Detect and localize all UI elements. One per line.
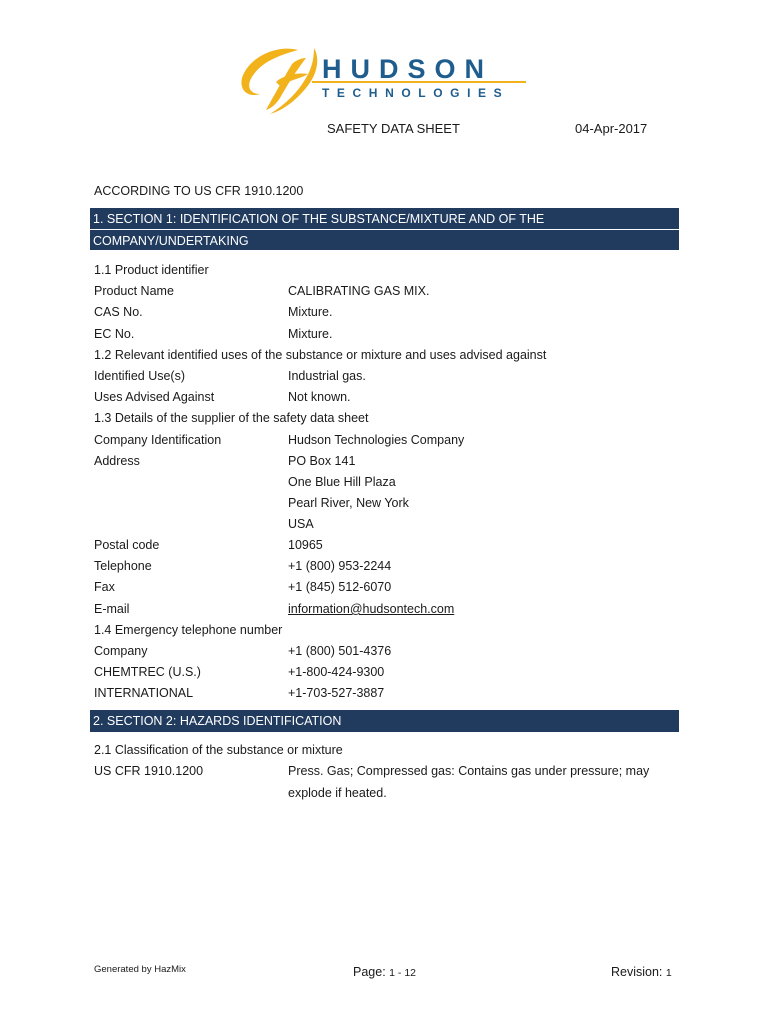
- address-label: Address: [94, 454, 140, 468]
- chemtrec-label: CHEMTREC (U.S.): [94, 665, 201, 679]
- fax-value: +1 (845) 512-6070: [288, 580, 392, 594]
- telephone-value: +1 (800) 953-2244: [288, 559, 392, 573]
- email-link[interactable]: information@hudsontech.com: [288, 602, 455, 616]
- revision-label: Revision:: [611, 965, 663, 979]
- emergency-company-value: +1 (800) 501-4376: [288, 644, 392, 658]
- international-value: +1-703-527-3887: [288, 686, 385, 700]
- subsection-1-1: 1.1 Product identifier: [94, 263, 209, 277]
- ec-label: EC No.: [94, 327, 135, 341]
- fax-label: Fax: [94, 580, 115, 594]
- band-divider: [90, 229, 679, 230]
- identified-uses-label: Identified Use(s): [94, 369, 186, 383]
- revision-indicator: [611, 965, 672, 979]
- email-label: E-mail: [94, 602, 130, 616]
- cas-value: Mixture.: [288, 305, 333, 319]
- product-name-value: CALIBRATING GAS MIX.: [288, 284, 430, 298]
- cas-label: CAS No.: [94, 305, 143, 319]
- section1-title-line1: 1. SECTION 1: IDENTIFICATION OF THE SUBSTANCE/MIXTURE AND OF THE: [93, 212, 545, 226]
- page-indicator: [353, 965, 416, 979]
- international-label: INTERNATIONAL: [94, 686, 194, 700]
- chemtrec-value: +1-800-424-9300: [288, 665, 385, 679]
- ec-value: Mixture.: [288, 327, 333, 341]
- according-text: ACCORDING TO US CFR 1910.1200: [94, 184, 304, 198]
- hudson-swirl-icon: [236, 44, 326, 116]
- subsection-1-2: 1.2 Relevant identified uses of the substance or mixture and uses advised against: [94, 348, 547, 362]
- address-line: PO Box 141: [288, 454, 356, 468]
- brand-sub: TECHNOLOGIES: [322, 86, 510, 100]
- section1-title-line2: COMPANY/UNDERTAKING: [93, 234, 249, 248]
- company-id-value: Hudson Technologies Company: [288, 433, 465, 447]
- uses-against-label: Uses Advised Against: [94, 390, 215, 404]
- postal-value: 10965: [288, 538, 323, 552]
- address-line: One Blue Hill Plaza: [288, 475, 396, 489]
- generated-by: Generated by HazMix: [94, 964, 186, 975]
- cfr-label: US CFR 1910.1200: [94, 764, 204, 778]
- postal-label: Postal code: [94, 538, 160, 552]
- doc-date: 04-Apr-2017: [575, 121, 648, 136]
- page-label: Page:: [353, 965, 386, 979]
- uses-against-value: Not known.: [288, 390, 351, 404]
- subsection-1-4: 1.4 Emergency telephone number: [94, 623, 283, 637]
- section1-header: [90, 208, 679, 250]
- brand-name: HUDSON: [322, 54, 494, 84]
- doc-title: SAFETY DATA SHEET: [327, 121, 460, 136]
- company-id-label: Company Identification: [94, 433, 222, 447]
- revision-number: 1: [665, 967, 672, 979]
- telephone-label: Telephone: [94, 559, 152, 573]
- subsection-2-1: 2.1 Classification of the substance or mixture: [94, 743, 343, 757]
- emergency-company-label: Company: [94, 644, 148, 658]
- address-line: Pearl River, New York: [288, 496, 409, 510]
- cfr-value-line2: explode if heated.: [288, 786, 387, 800]
- address-line: USA: [288, 517, 314, 531]
- page-number: 1 - 12: [389, 967, 417, 979]
- product-name-label: Product Name: [94, 284, 174, 298]
- subsection-1-3: 1.3 Details of the supplier of the safety data sheet: [94, 411, 369, 425]
- cfr-value-line1: Press. Gas; Compressed gas: Contains gas under pressure; may: [288, 764, 650, 778]
- identified-uses-value: Industrial gas.: [288, 369, 366, 383]
- section2-title: 2. SECTION 2: HAZARDS IDENTIFICATION: [93, 714, 342, 728]
- section2-header: [90, 710, 679, 732]
